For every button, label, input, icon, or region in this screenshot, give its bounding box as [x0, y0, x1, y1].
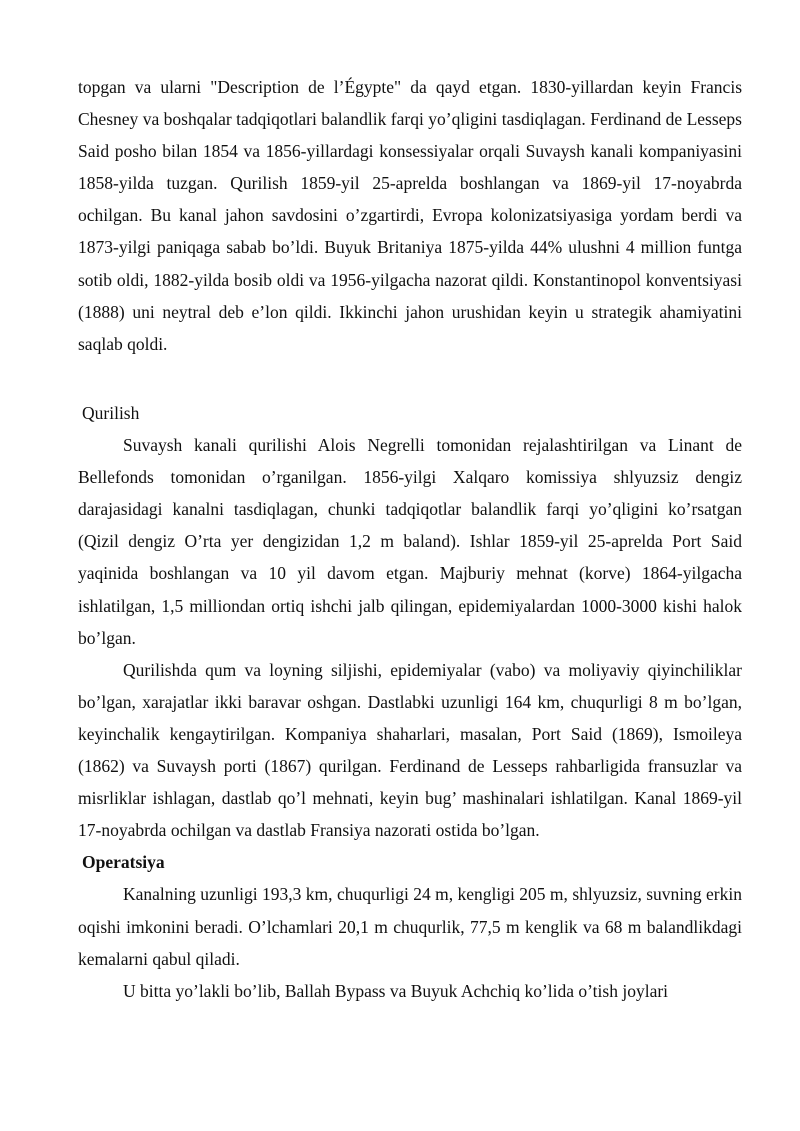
paragraph-operation-lanes: U bitta yo’lakli bo’lib, Ballah Bypass va Buyuk Achchiq ko’lida o’tish joylari	[123, 980, 669, 1001]
paragraph-operation-dimensions: Kanalning uzunligi 193,3 km, chuqurligi 24 m, kengligi 205 m, shlyuzsiz, suvning erkin oqishi imkonini beradi. O’lchamlari 20,1 m chuqurlik, 77,5 m kenglik va 68 m balandlikdagi kemalarni qabul qiladi.	[78, 884, 742, 969]
paragraph-history: topgan va ularni "Description de l’Égypte" da qayd etgan. 1830-yillardan keyin Francis Chesney va boshqalar tadqiqotlari balandlik farqi yo’qligini tasdiqlagan. Ferdinand de Lesseps Said posho bilan 1854 va 1856-yillardagi konsessiyalar orqali Suvaysh kanali kompaniyasini 1858-yilda tuzgan. Qurilish 1859-yil 25-aprelda boshlangan va 1869-yil 17-noyabrda ochilgan. Bu kanal jahon savdosini o’zgartirdi, Evropa kolonizatsiyasiga yordam berdi va 1873-yilgi paniqaga sabab bo’ldi. Buyuk Britaniya 1875-yilda 44% ulushni 4 million funtga sotib oldi, 1882-yilda bosib oldi va 1956-yilgacha nazorat qildi. Konstantinopol konventsiyasi (1888) uni neytral deb e’lon qildi. Ikkinchi jahon urushidan keyin u strategik ahamiyatini saqlab qoldi.	[78, 77, 742, 354]
section-heading-operatsiya: Operatsiya	[82, 852, 165, 873]
text-block-top	[78, 71, 742, 360]
paragraph-construction-plan: Suvaysh kanali qurilishi Alois Negrelli tomonidan rejalashtirilgan va Linant de Bellefonds tomonidan o’rganilgan. 1856-yilgi Xalqaro komissiya shlyuzsiz dengiz darajasidagi kanalni tasdiqlagan, chunki tadqiqotlar balandlik farqi yo’qligini ko’rsatgan (Qizil dengiz O’rta yer dengizidan 1,2 m baland). Ishlar 1859-yil 25-aprelda Port Said yaqinida boshlangan va 10 yil davom etgan. Majburiy mehnat (korve) 1864-yilgacha ishlatilgan, 1,5 milliondan ortiq ishchi jalb qilingan, epidemiyalardan 1000-3000 kishi halok bo’lgan.	[78, 435, 742, 648]
section-heading-qurilish: Qurilish	[82, 403, 140, 423]
text-block-main	[78, 397, 742, 1007]
paragraph-construction-challenges: Qurilishda qum va loyning siljishi, epidemiyalar (vabo) va moliyaviy qiyinchiliklar bo’lgan, xarajatlar ikki baravar oshgan. Dastlabki uzunligi 164 km, chuqurligi 8 m bo’lgan, keyinchalik kengaytirilgan. Kompaniya shaharlari, masalan, Port Said (1869), Ismoileya (1862) va Suvaysh porti (1867) qurilgan. Ferdinand de Lesseps rahbarligida fransuzlar va misrliklar ishlagan, dastlab qo’l mehnati, keyin bug’ mashinalari ishlatilgan. Kanal 1869-yil 17-noyabrda ochilgan va dastlab Fransiya nazorati ostida bo’lgan.	[78, 659, 742, 841]
